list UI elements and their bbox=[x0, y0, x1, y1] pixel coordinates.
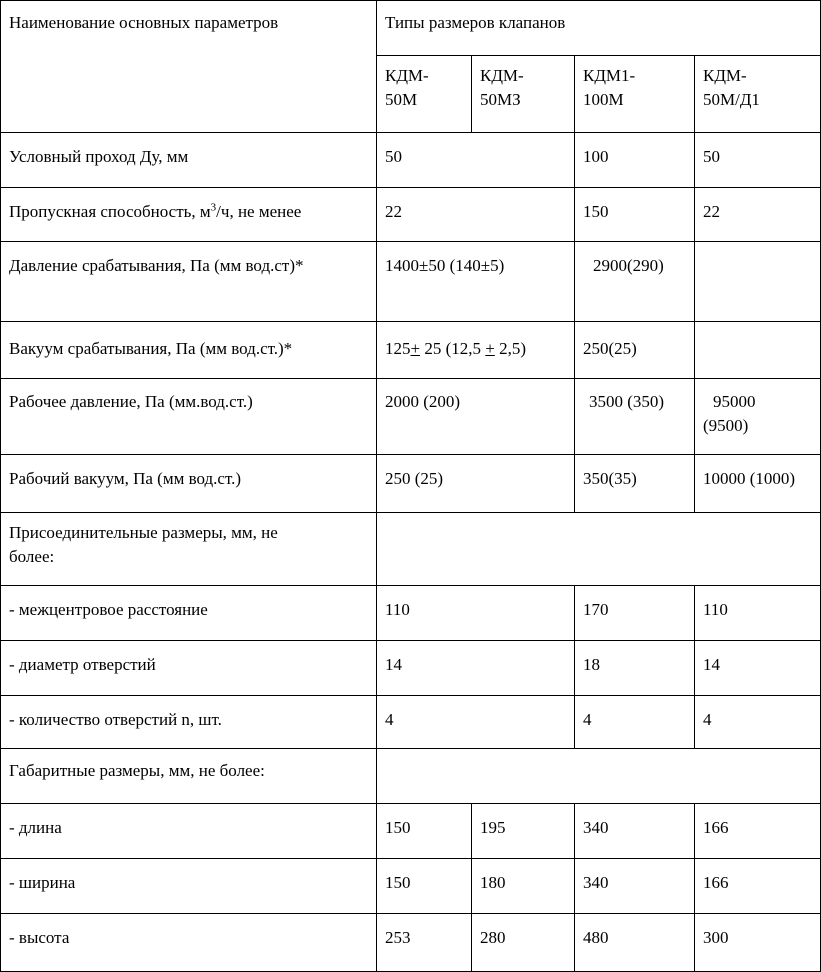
type-header-4: КДМ- 50М/Д1 bbox=[695, 56, 821, 133]
row-label: - высота bbox=[1, 914, 377, 972]
cell-value: 250(25) bbox=[575, 322, 695, 379]
cell-value: 350(35) bbox=[575, 455, 695, 513]
table-row bbox=[1, 859, 821, 914]
cell-empty bbox=[695, 242, 821, 322]
cell-empty bbox=[377, 513, 821, 586]
table-row bbox=[1, 379, 821, 455]
cell-value: 340 bbox=[575, 859, 695, 914]
table-row bbox=[1, 914, 821, 972]
cell-value: 340 bbox=[575, 804, 695, 859]
cell-empty bbox=[695, 322, 821, 379]
row-label: - диаметр отверстий bbox=[1, 641, 377, 696]
table-row bbox=[1, 641, 821, 696]
row-label: Габаритные размеры, мм, не более: bbox=[1, 749, 377, 804]
table-row bbox=[1, 804, 821, 859]
cell-value: 10000 (1000) bbox=[695, 455, 821, 513]
table-row bbox=[1, 513, 821, 586]
cell-value: 50 bbox=[695, 133, 821, 188]
table-row bbox=[1, 696, 821, 749]
cell-value: 4 bbox=[377, 696, 575, 749]
row-label: Рабочий вакуум, Па (мм вод.ст.) bbox=[1, 455, 377, 513]
table-row bbox=[1, 133, 821, 188]
cell-value: 50 bbox=[377, 133, 575, 188]
cell-value: 300 bbox=[695, 914, 821, 972]
cell-value: 166 bbox=[695, 804, 821, 859]
cell-value: 180 bbox=[472, 859, 575, 914]
cell-value: 280 bbox=[472, 914, 575, 972]
cell-value: 2000 (200) bbox=[377, 379, 575, 455]
cell-value: 166 bbox=[695, 859, 821, 914]
cell-value: 4 bbox=[695, 696, 821, 749]
cell-value: 4 bbox=[575, 696, 695, 749]
cell-value: 18 bbox=[575, 641, 695, 696]
cell-value: 1400±50 (140±5) bbox=[377, 242, 575, 322]
row-label: Давление срабатывания, Па (мм вод.ст)* bbox=[1, 242, 377, 322]
table-row bbox=[1, 322, 821, 379]
cell-empty bbox=[377, 749, 821, 804]
cell-value: 150 bbox=[377, 804, 472, 859]
type-header-3: КДМ1- 100М bbox=[575, 56, 695, 133]
row-label: Вакуум срабатывания, Па (мм вод.ст.)* bbox=[1, 322, 377, 379]
table-row bbox=[1, 242, 821, 322]
cell-value: 480 bbox=[575, 914, 695, 972]
header-row bbox=[1, 1, 821, 56]
cell-value: 170 bbox=[575, 586, 695, 641]
cell-value: 253 bbox=[377, 914, 472, 972]
table-row bbox=[1, 188, 821, 242]
cell-value: 195 bbox=[472, 804, 575, 859]
cell-value: 125+ 25 (12,5 + 2,5) bbox=[377, 322, 575, 379]
table-row bbox=[1, 455, 821, 513]
type-header-1: КДМ- 50М bbox=[377, 56, 472, 133]
cell-value: 22 bbox=[377, 188, 575, 242]
table-row bbox=[1, 586, 821, 641]
cell-value: 250 (25) bbox=[377, 455, 575, 513]
cell-value: 110 bbox=[695, 586, 821, 641]
row-label: Пропускная способность, $м^3/ч$, не менее bbox=[1, 188, 377, 242]
cell-value: 150 bbox=[377, 859, 472, 914]
cell-value: 22 bbox=[695, 188, 821, 242]
cell-value: 110 bbox=[377, 586, 575, 641]
row-label: Условный проход Ду, мм bbox=[1, 133, 377, 188]
types-header: Типы размеров клапанов bbox=[377, 1, 821, 56]
table-row bbox=[1, 749, 821, 804]
row-label: Рабочее давление, Па (мм.вод.ст.) bbox=[1, 379, 377, 455]
type-header-2: КДМ- 50МЗ bbox=[472, 56, 575, 133]
cell-value: 2900(290) bbox=[575, 242, 695, 322]
cell-value: 150 bbox=[575, 188, 695, 242]
cell-value: 14 bbox=[695, 641, 821, 696]
cell-value: 14 bbox=[377, 641, 575, 696]
cell-value: 3500 (350) bbox=[575, 379, 695, 455]
row-label: - длина bbox=[1, 804, 377, 859]
param-name-header: Наименование основных параметров bbox=[1, 1, 377, 133]
row-label: Присоединительные размеры, мм, не более: bbox=[1, 513, 377, 586]
cell-value: 95000 (9500) bbox=[695, 379, 821, 455]
cell-value: 100 bbox=[575, 133, 695, 188]
row-label: - ширина bbox=[1, 859, 377, 914]
row-label: - межцентровое расстояние bbox=[1, 586, 377, 641]
row-label: - количество отверстий n, шт. bbox=[1, 696, 377, 749]
